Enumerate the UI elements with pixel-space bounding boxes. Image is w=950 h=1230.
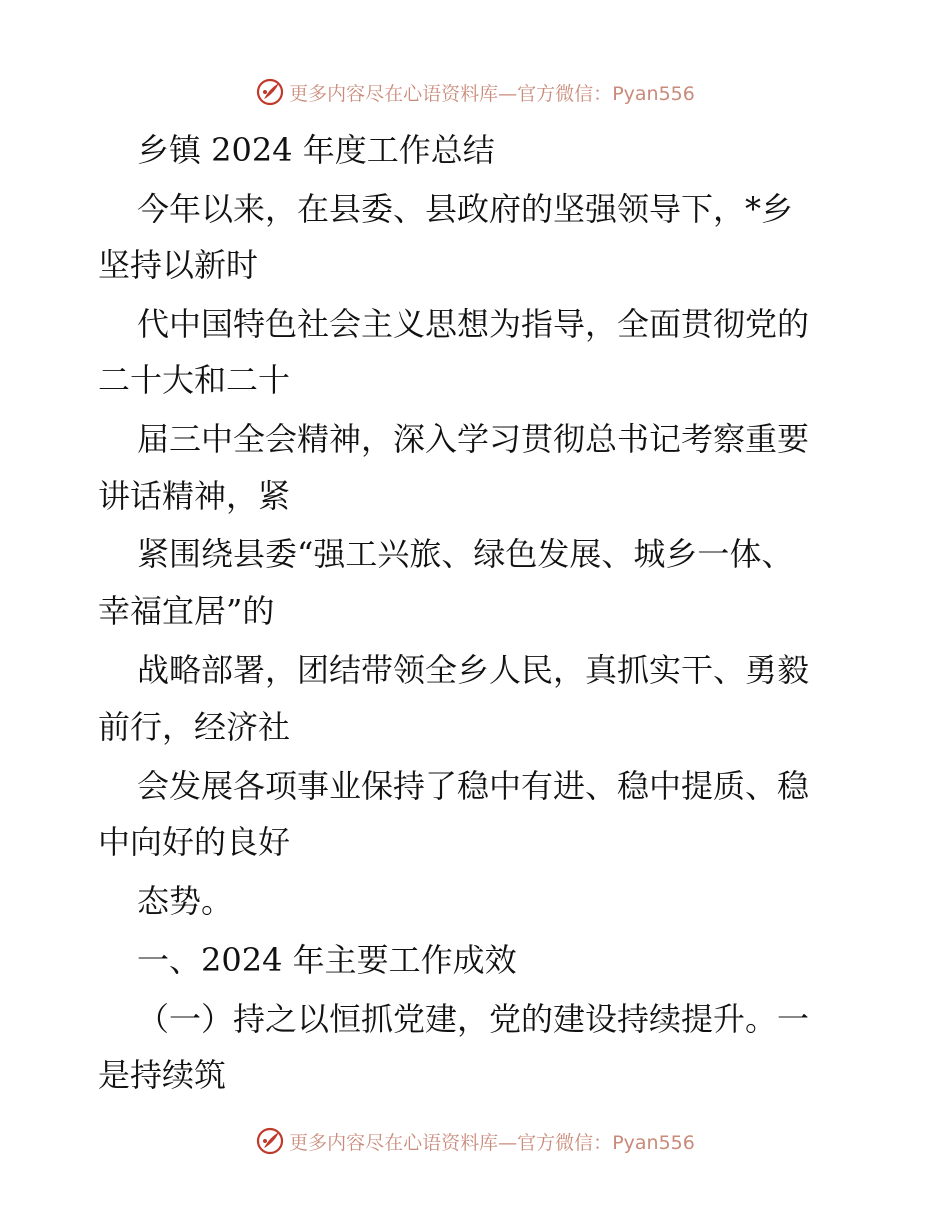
paragraph-line: 紧围绕县委“强工兴旅、绿色发展、城乡一体、 xyxy=(137,535,794,573)
watermark-dash: — xyxy=(498,1131,518,1154)
subsection-heading: （一）持之以恒抓党建，党的建设持续提升。一 xyxy=(137,1000,810,1038)
paragraph-line: 代中国特色社会主义思想为指导，全面贯彻党的 xyxy=(137,305,810,343)
paragraph-line: 二十大和二十 xyxy=(98,361,291,399)
watermark-footer xyxy=(0,1121,950,1161)
document-title: 乡镇 2024 年度工作总结 xyxy=(137,131,495,169)
watermark-suffix: 官方微信： xyxy=(517,82,613,105)
paragraph-line: 幸福宜居”的 xyxy=(98,592,275,630)
paragraph-line: 态势。 xyxy=(137,882,234,920)
paragraph-line: 会发展各项事业保持了稳中有进、稳中提质、稳 xyxy=(137,767,810,805)
paragraph-line: 前行，经济社 xyxy=(98,708,291,746)
quill-logo-icon xyxy=(255,77,285,107)
watermark-prefix: 更多内容尽在心语资料库 xyxy=(289,1131,499,1154)
watermark-wechat-id: Pyan556 xyxy=(612,82,695,105)
watermark-suffix: 官方微信： xyxy=(517,1131,613,1154)
paragraph-line: 讲话精神，紧 xyxy=(98,477,291,515)
paragraph-line: 战略部署，团结带领全乡人民，真抓实干、勇毅 xyxy=(137,651,810,689)
watermark-prefix: 更多内容尽在心语资料库 xyxy=(289,82,499,105)
quill-logo-icon xyxy=(255,1126,285,1156)
paragraph-line: 坚持以新时 xyxy=(98,246,259,284)
watermark-dash: — xyxy=(498,82,518,105)
watermark-text xyxy=(289,79,695,106)
watermark-wechat-id: Pyan556 xyxy=(612,1131,695,1154)
paragraph-line: 是持续筑 xyxy=(98,1056,227,1094)
paragraph-line: 今年以来，在县委、县政府的坚强领导下，*乡 xyxy=(137,190,794,228)
watermark-text xyxy=(289,1128,695,1155)
paragraph-line: 届三中全会精神，深入学习贯彻总书记考察重要 xyxy=(137,420,810,458)
section-heading: 一、2024 年主要工作成效 xyxy=(137,941,517,979)
paragraph-line: 中向好的良好 xyxy=(98,823,291,861)
watermark-header xyxy=(0,72,950,112)
